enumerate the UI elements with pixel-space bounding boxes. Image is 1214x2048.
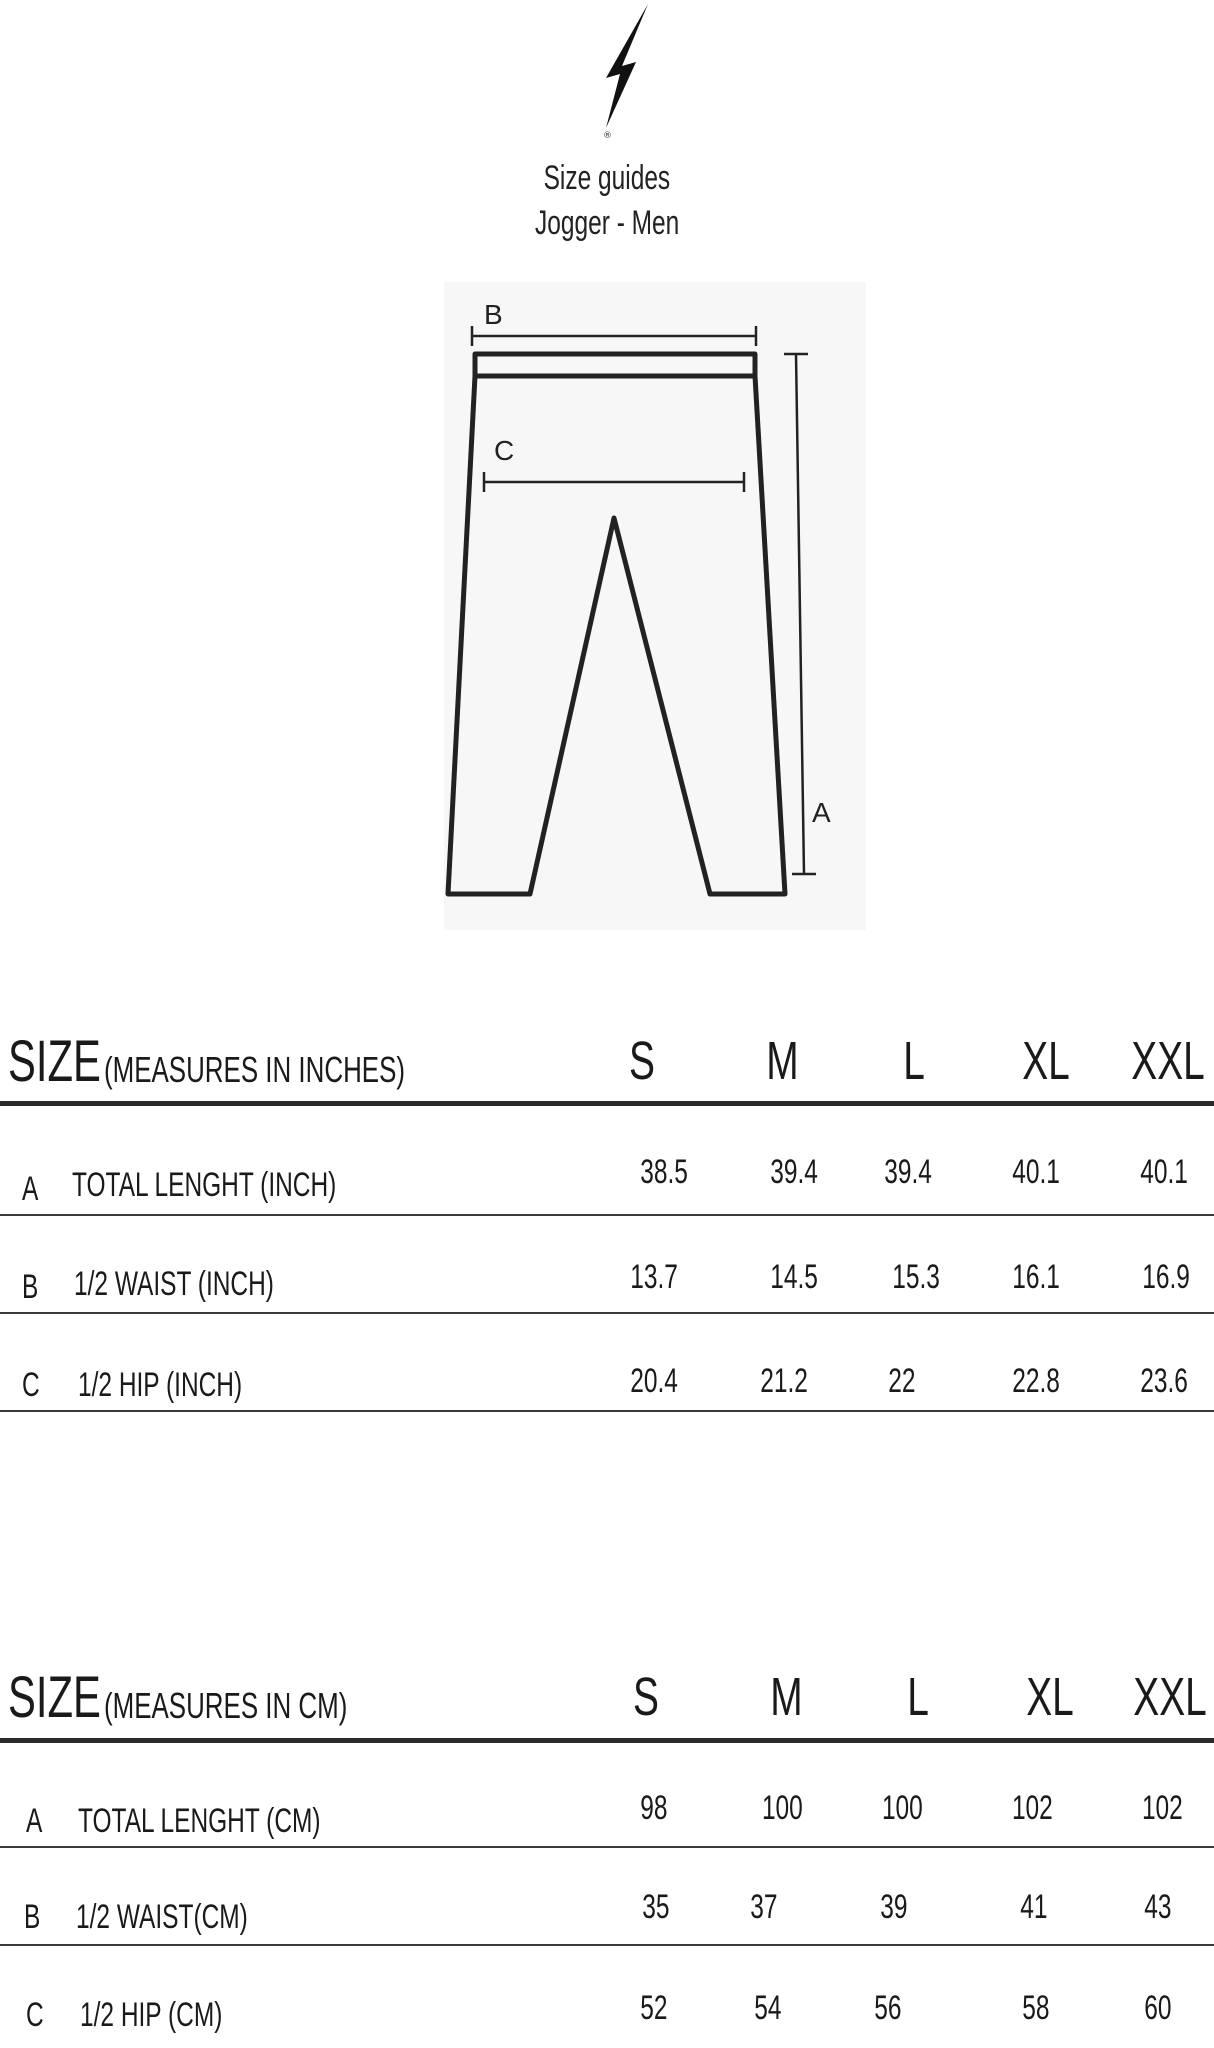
size-heading: SIZE: [8, 1029, 101, 1094]
row-letter: A: [26, 1802, 43, 1840]
table-cell: 102: [1141, 1789, 1183, 1827]
table-cell: 43: [1144, 1888, 1172, 1926]
table-cell: 52: [640, 1989, 668, 2027]
size-heading: SIZE: [8, 1665, 101, 1730]
table-cell: 98: [640, 1789, 668, 1827]
table-cell: 39: [880, 1888, 908, 1926]
page-title: Size guides: [543, 159, 671, 197]
row-label: TOTAL LENGHT (INCH): [72, 1166, 337, 1204]
column-header: M: [769, 1667, 803, 1727]
row-letter: C: [22, 1366, 40, 1404]
row-letter: B: [22, 1268, 39, 1306]
row-divider: [0, 1944, 1214, 1946]
row-label: 1/2 WAIST(CM): [76, 1898, 248, 1936]
row-divider: [0, 1846, 1214, 1848]
column-header: M: [765, 1031, 799, 1091]
table-cell: 13.7: [630, 1258, 678, 1296]
jogger-diagram: [400, 260, 880, 940]
table-cell: 40.1: [1140, 1153, 1188, 1191]
table-cell: 41: [1020, 1888, 1048, 1926]
row-letter: A: [22, 1170, 39, 1208]
table-cell: 37: [750, 1888, 778, 1926]
registered-mark: ®: [603, 131, 612, 140]
table-cell: 100: [881, 1789, 923, 1827]
dimension-c: [484, 472, 744, 492]
row-letter: C: [26, 1996, 44, 2034]
dimension-a: [784, 354, 816, 874]
table-cell: 40.1: [1012, 1153, 1060, 1191]
row-label: 1/2 HIP (CM): [80, 1996, 223, 2034]
label-a: A: [812, 797, 831, 828]
table-cell: 54: [754, 1989, 782, 2027]
column-header: S: [633, 1667, 659, 1727]
row-divider: [0, 1312, 1214, 1314]
table-cell: 58: [1022, 1989, 1050, 2027]
table-cell: 39.4: [884, 1153, 932, 1191]
table-cell: 22.8: [1012, 1362, 1060, 1400]
row-label: 1/2 WAIST (INCH): [74, 1265, 274, 1303]
table-cell: 20.4: [630, 1362, 678, 1400]
table-cell: 60: [1144, 1989, 1172, 2027]
table-cell: 14.5: [770, 1258, 818, 1296]
table-divider: [0, 1738, 1214, 1743]
column-header: XL: [1026, 1667, 1074, 1727]
column-header: XXL: [1131, 1031, 1205, 1091]
label-b: B: [484, 299, 503, 330]
dimension-b: [472, 326, 756, 346]
row-letter: B: [24, 1898, 41, 1936]
table-cell: 39.4: [770, 1153, 818, 1191]
table-divider: [0, 1101, 1214, 1106]
column-header: L: [903, 1031, 925, 1091]
table-cell: 15.3: [892, 1258, 940, 1296]
table-cell: 16.9: [1142, 1258, 1190, 1296]
table-cell: 21.2: [760, 1362, 808, 1400]
page-subtitle: Jogger - Men: [534, 204, 680, 242]
table-cell: 22: [888, 1362, 916, 1400]
units-label: (MEASURES IN CM): [104, 1685, 348, 1726]
table-cell: 35: [642, 1888, 670, 1926]
table-cell: 23.6: [1140, 1362, 1188, 1400]
row-divider: [0, 1214, 1214, 1216]
row-label: 1/2 HIP (INCH): [78, 1366, 243, 1404]
label-c: C: [494, 435, 515, 466]
units-label: (MEASURES IN INCHES): [104, 1049, 405, 1090]
column-header: XL: [1022, 1031, 1070, 1091]
column-header: XXL: [1133, 1667, 1207, 1727]
table-cell: 56: [874, 1989, 902, 2027]
table-cell: 38.5: [640, 1153, 688, 1191]
column-header: S: [629, 1031, 655, 1091]
row-divider: [0, 1410, 1214, 1412]
table-cell: 16.1: [1012, 1258, 1060, 1296]
column-header: L: [907, 1667, 929, 1727]
row-label: TOTAL LENGHT (CM): [78, 1802, 321, 1840]
table-cell: 100: [761, 1789, 803, 1827]
lightning-bolt-icon: [592, 0, 656, 140]
title-block: [0, 156, 1214, 246]
table-cell: 102: [1011, 1789, 1053, 1827]
